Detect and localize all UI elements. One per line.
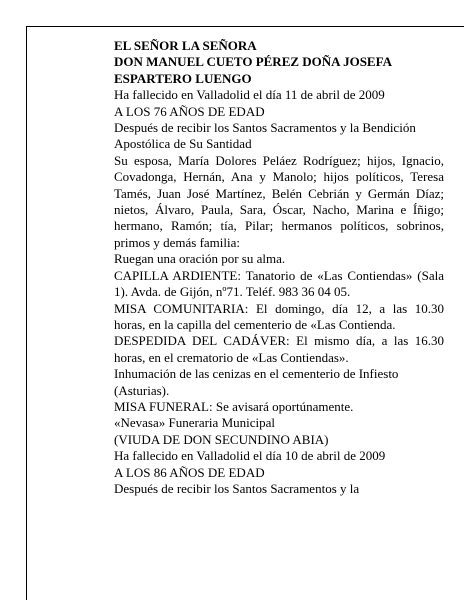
capilla-ardiente: CAPILLA ARDIENTE: Tanatorio de «Las Contiendas» (Sala 1). Avda. de Gijón, nº71. Teléf. 983 36 04 05.	[114, 267, 444, 300]
despedida-cadaver: DESPEDIDA DEL CADÁVER: El mismo día, a las 16.30 horas, en el crematorio de «Las Contiendas».	[114, 333, 444, 365]
death-notice: Ha fallecido en Valladolid el día 11 de abril de 2009	[114, 87, 385, 103]
prayer-request: Ruegan una oración por su alma.	[114, 251, 286, 267]
obituary-heading: EL SEÑOR LA SEÑORA	[114, 38, 257, 53]
family-list: Su esposa, María Dolores Peláez Rodríguez; hijos, Ignacio, Covadonga, Hernán, Ana y Manolo; hijos políticos, Teresa Tamés, Juan José Martínez, Belén Cebrián y Germán Díaz; nietos, Álvaro, Paula, Sara, Óscar, Nacho, Marina e Íñigo; hermano, Ramón; tía, Pilar; hermanos políticos, sobrinos, primos y demás familia:	[114, 152, 444, 250]
age-line-2: A LOS 86 AÑOS DE EDAD	[114, 464, 265, 480]
viuda-line: (VIUDA DE DON SECUNDINO ABIA)	[114, 431, 329, 447]
sacraments-line: Después de recibir los Santos Sacramentos y la Bendición Apostólica de Su Santidad	[114, 120, 416, 152]
sacraments-line-2: Después de recibir los Santos Sacramentos y la	[114, 480, 360, 496]
page-frame-top-border	[26, 26, 464, 27]
misa-comunitaria: MISA COMUNITARIA: El domingo, día 12, a las 10.30 horas, en la capilla del cementerio de «Las Contienda.	[114, 300, 444, 332]
inhumacion: Inhumación de las cenizas en el cementerio de Infiesto (Asturias).	[114, 366, 399, 398]
page-frame-left-border	[26, 26, 27, 600]
obituary-column	[114, 38, 444, 497]
age-line: A LOS 76 AÑOS DE EDAD	[114, 103, 265, 119]
funeraria: «Nevasa» Funeraria Municipal	[114, 415, 276, 431]
misa-funeral: MISA FUNERAL: Se avisará oportúnamente.	[114, 398, 354, 414]
death-notice-2: Ha fallecido en Valladolid el día 10 de abril de 2009	[114, 448, 386, 464]
deceased-name: DON MANUEL CUETO PÉREZ DOÑA JOSEFA ESPARTERO LUENGO	[114, 54, 392, 86]
